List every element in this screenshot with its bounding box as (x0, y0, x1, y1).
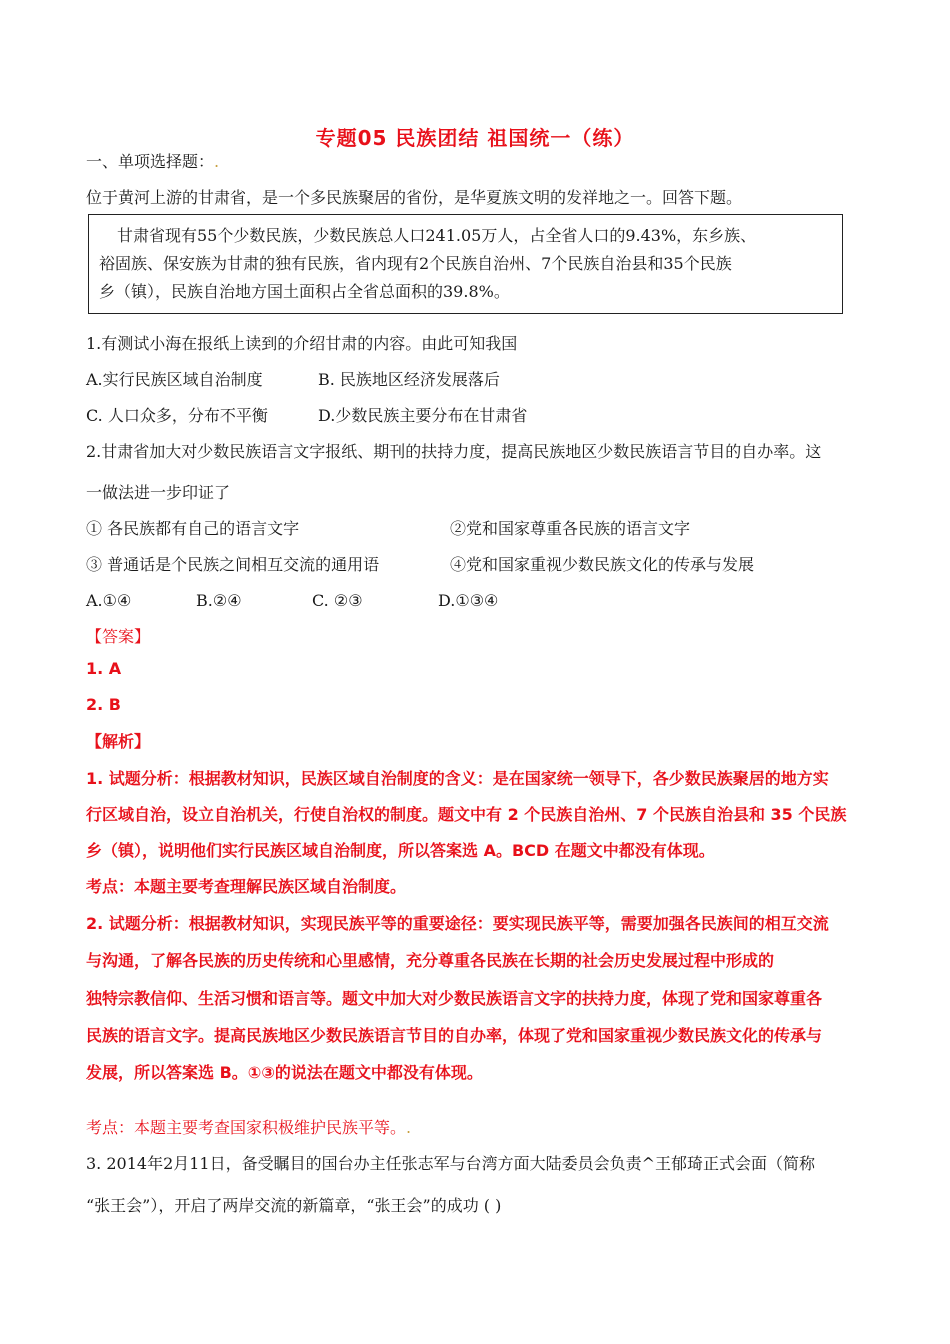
analysis-2-line-5: 发展，所以答案选 B。①③的说法在题文中都没有体现。 (86, 1063, 483, 1082)
analysis-1-line-2: 行区域自治，设立自治机关，行使自治权的制度。题文中有 2 个民族自治州、7 个民族自治县和 35 个民族 (86, 805, 847, 824)
analysis-1-key-point: 考点：本题主要考查理解民族区域自治制度。 (86, 877, 407, 896)
material-line-2: 裕固族、保安族为甘肃的独有民族，省内现有2个民族自治州、7个民族自治县和35个民族 (99, 254, 732, 273)
document-title: 专题05 民族团结 祖国统一（练） (315, 126, 635, 150)
q3-stem-line-1: 3. 2014年2月11日，备受瞩目的国台办主任张志军与台湾方面大陆委员会负责^王郁琦正式会面（简称 (86, 1154, 816, 1173)
analysis-2-key-point (86, 1117, 411, 1139)
q2-statement-3: ③ 普通话是个民族之间相互交流的通用语 (86, 555, 380, 574)
q2-option-c: C. ②③ (312, 591, 363, 610)
analysis-2-line-1: 2. 试题分析：根据教材知识，实现民族平等的重要途径：要实现民族平等，需要加强各民族间的相互交流 (86, 914, 829, 933)
analysis-heading: 【解析】 (86, 732, 151, 751)
answer-2: 2. B (86, 695, 121, 714)
q2-stem-line-2: 一做法进一步印证了 (86, 483, 231, 502)
analysis-2-key-point-text: 考点：本题主要考查国家积极维护民族平等。 (86, 1118, 407, 1137)
analysis-2-line-2: 与沟通，了解各民族的历史传统和心里感情，充分尊重各民族在长期的社会历史发展过程中形成的 (86, 951, 775, 970)
analysis-2-line-3: 独特宗教信仰、生活习惯和语言等。题文中加大对少数民族语言文字的扶持力度，体现了党和国家尊重各 (86, 989, 823, 1008)
q1-option-d: D.少数民族主要分布在甘肃省 (318, 406, 528, 425)
key-point-mark: . (406, 1118, 412, 1137)
answer-1: 1. A (86, 659, 122, 678)
q2-statement-4: ④党和国家重视少数民族文化的传承与发展 (450, 555, 755, 574)
answer-heading: 【答案】 (86, 627, 151, 646)
q2-option-d: D.①③④ (438, 591, 499, 610)
material-line-3: 乡（镇），民族自治地方国土面积占全省总面积的39.8%。 (99, 282, 510, 301)
material-line-1: 甘肃省现有55个少数民族，少数民族总人口241.05万人，占全省人口的9.43%，东乡族、 (117, 226, 757, 245)
q1-stem: 1.有测试小海在报纸上读到的介绍甘肃的内容。由此可知我国 (86, 334, 518, 353)
analysis-1-line-1: 1. 试题分析：根据教材知识，民族区域自治制度的含义：是在国家统一领导下，各少数民族聚居的地方实 (86, 769, 829, 788)
q3-stem-line-2: “张王会”），开启了两岸交流的新篇章，“张王会”的成功 ( ) (86, 1196, 502, 1215)
q2-statement-2: ②党和国家尊重各民族的语言文字 (450, 519, 691, 538)
q2-statement-1: ① 各民族都有自己的语言文字 (86, 519, 300, 538)
q1-option-c: C. 人口众多，分布不平衡 (86, 406, 268, 425)
analysis-1-line-3: 乡（镇），说明他们实行民族区域自治制度，所以答案选 A。BCD 在题文中都没有体现。 (86, 841, 715, 860)
question-intro: 位于黄河上游的甘肃省，是一个多民族聚居的省份，是华夏族文明的发祥地之一。回答下题。 (86, 188, 743, 207)
material-box (88, 214, 843, 314)
section-heading-text: 一、单项选择题： (86, 152, 215, 171)
q2-stem-line-1: 2.甘肃省加大对少数民族语言文字报纸、期刊的扶持力度，提高民族地区少数民族语言节目的自办率。这 (86, 442, 822, 461)
section-mark: . (214, 152, 220, 171)
q1-option-a: A.实行民族区域自治制度 (86, 370, 263, 389)
section-heading (86, 151, 219, 173)
analysis-2-line-4: 民族的语言文字。提高民族地区少数民族语言节目的自办率，体现了党和国家重视少数民族文化的传承与 (86, 1026, 823, 1045)
q2-option-a: A.①④ (86, 591, 132, 610)
q1-option-b: B. 民族地区经济发展落后 (318, 370, 500, 389)
q2-option-b: B.②④ (196, 591, 242, 610)
